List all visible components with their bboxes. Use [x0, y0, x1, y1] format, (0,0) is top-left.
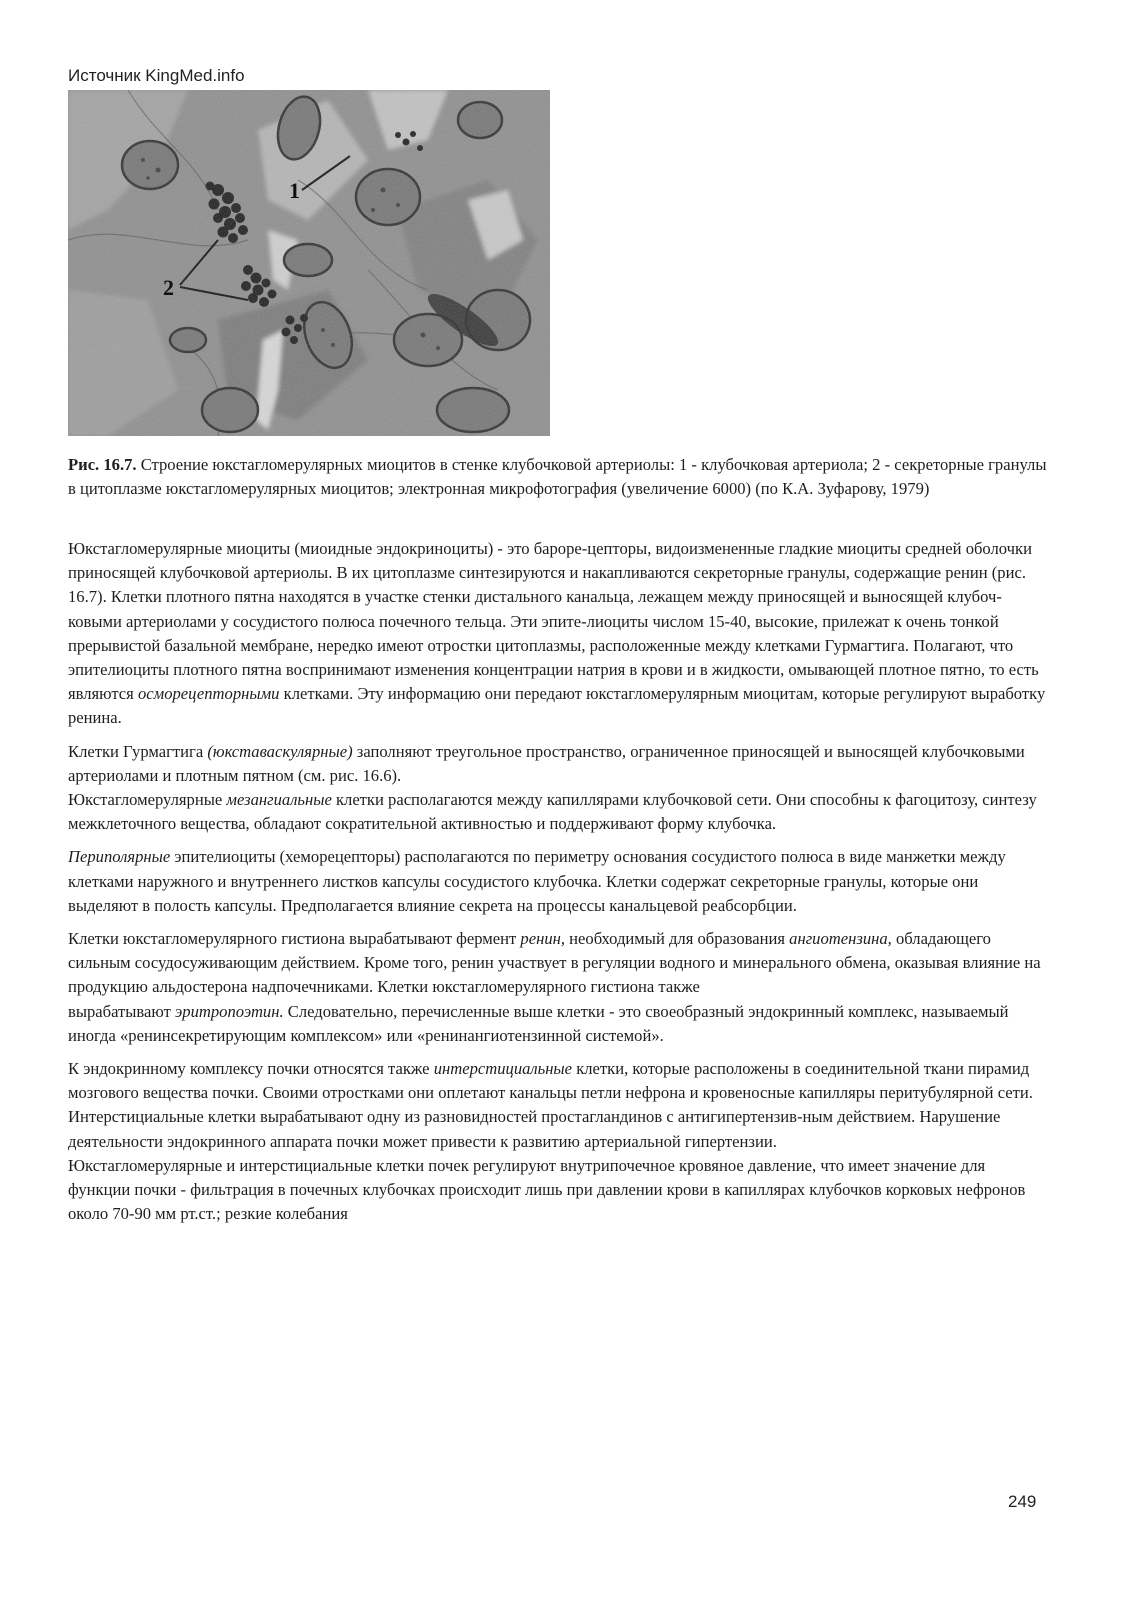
source-header: Источник KingMed.info	[68, 66, 245, 85]
caption-label: Рис. 16.7.	[68, 455, 137, 474]
paragraph	[68, 1057, 1048, 1226]
text-run: вырабатывают	[68, 1001, 175, 1021]
paragraph	[68, 927, 1048, 1048]
text-run: клетки, которые расположены в соединительной ткани пирамид мозгового вещества почки. Своими отростками они оплетают канальцы петли нефрона и кровеносные капилляры перитубулярной сети. Интерстициальные клетки вырабатывают одну из разновидностей простагландинов с антигипертензив-ным действием. Нарушение деятельности эндокринного аппарата почки может привести к развитию артериальной гипертензии.	[68, 1059, 1033, 1151]
text-run: Клетки Гурмагтига	[68, 741, 208, 761]
text-run: Юкстагломерулярные миоциты (миоидные эндокриноциты) - это бароре-цепторы, видоизмененные гладкие миоциты средней оболочки приносящей клубочковой артериолы. В их цитоплазме синтезируются и накапливаются секреторные гранулы, содержащие ренин (рис. 16.7). Клетки плотного пятна находятся в участке стенки дистального канальца, лежащем между приносящей и выносящей клубоч-ковыми артериолами у сосудистого полюса почечного тельца. Эти эпите-лиоциты числом 15-40, высокие, прилежат к очень тонкой прерывистой базальной мембране, нередко имеют отростки цитоплазмы, расположенные между клетками Гурмагтига. Полагают, что эпителиоциты плотного пятна воспринимают изменения концентрации натрия в крови и в жидкости, омывающей плотное пятно, то есть являются	[68, 539, 1039, 704]
text-run: Юкстагломерулярные	[68, 790, 227, 810]
text-run: заполняют треугольное пространство, ограниченное приносящей и выносящей клубочковыми артериолами и плотным пятном (см. рис. 16.6).	[68, 741, 1025, 785]
italic-term: интерстициальные	[433, 1059, 573, 1079]
text-run: К эндокринному комплексу почки относятся также	[68, 1059, 434, 1079]
text-run: клетки располагаются между капиллярами клубочковой сети. Они способны к фагоцитозу, синтезу межклеточного вещества, обладают сократительной активностью и поддерживают форму клубочка.	[68, 790, 1037, 834]
figure-label-1: 1	[289, 178, 300, 203]
italic-term: (юкставаскулярные)	[207, 741, 353, 761]
figure-caption	[68, 453, 1048, 501]
italic-term: ренин,	[520, 929, 565, 949]
text-run: Юкстагломерулярные и интерстициальные клетки почек регулируют внутрипочечное кровяное давление, что имеет значение для функции почки - фильтрация в почечных клубочках происходит лишь при давлении крови в капиллярах клубочков корковых нефронов около 70-90 мм рт.ст.; резкие колебания	[68, 1155, 1026, 1224]
paragraph	[68, 740, 1048, 837]
italic-term: осморецепторными	[137, 684, 280, 704]
body-text	[68, 537, 1048, 1235]
micrograph-image	[68, 90, 550, 436]
electron-micrograph	[68, 90, 550, 436]
italic-term: ангиотензина,	[789, 929, 892, 949]
text-run: обладающего сильным сосудосуживающим действием. Кроме того, ренин участвует в регуляции водного и минерального обмена, оказывая влияние на продукцию альдостерона надпочечниками. Клетки юкстагломерулярного гистиона также	[68, 929, 1041, 997]
figure-label-2: 2	[163, 275, 174, 300]
text-run: необходимый для образования	[565, 929, 790, 949]
caption-text: Строение юкстагломерулярных миоцитов в стенке клубочковой артериолы: 1 - клубочковая артериола; 2 - секреторные гранулы в цитоплазме юкстагломерулярных миоцитов; электронная микрофотография (увеличение 6000) (по К.А. Зуфарову, 1979)	[68, 455, 1047, 498]
paragraph	[68, 845, 1048, 918]
italic-term: эритропоэтин.	[174, 1001, 284, 1021]
page-number: 249	[1008, 1492, 1037, 1511]
text-run: Следовательно, перечисленные выше клетки - это своеобразный эндокринный комплекс, называемый иногда «ренинсекретирующим комплексом» или «ренинангиотензинной системой».	[68, 1001, 1009, 1045]
text-run: Клетки юкстагломерулярного гистиона вырабатывают фермент	[68, 929, 521, 949]
text-run: клетками. Эту информацию они передают юкстагломерулярным миоцитам, которые регулируют выработку ренина.	[68, 684, 1046, 728]
italic-term: мезангиальные	[226, 790, 332, 810]
text-run: эпителиоциты (хеморецепторы) располагаются по периметру основания сосудистого полюса в виде манжетки между клетками наружного и внутреннего листков капсулы сосудистого клубочка. Клетки содержат секреторные гранулы, которые они выделяют в полость капсулы. Предполагается влияние секрета на процессы канальцевой реабсорбции.	[68, 847, 1006, 915]
italic-term: Периполярные	[68, 847, 171, 867]
paragraph	[68, 537, 1048, 731]
